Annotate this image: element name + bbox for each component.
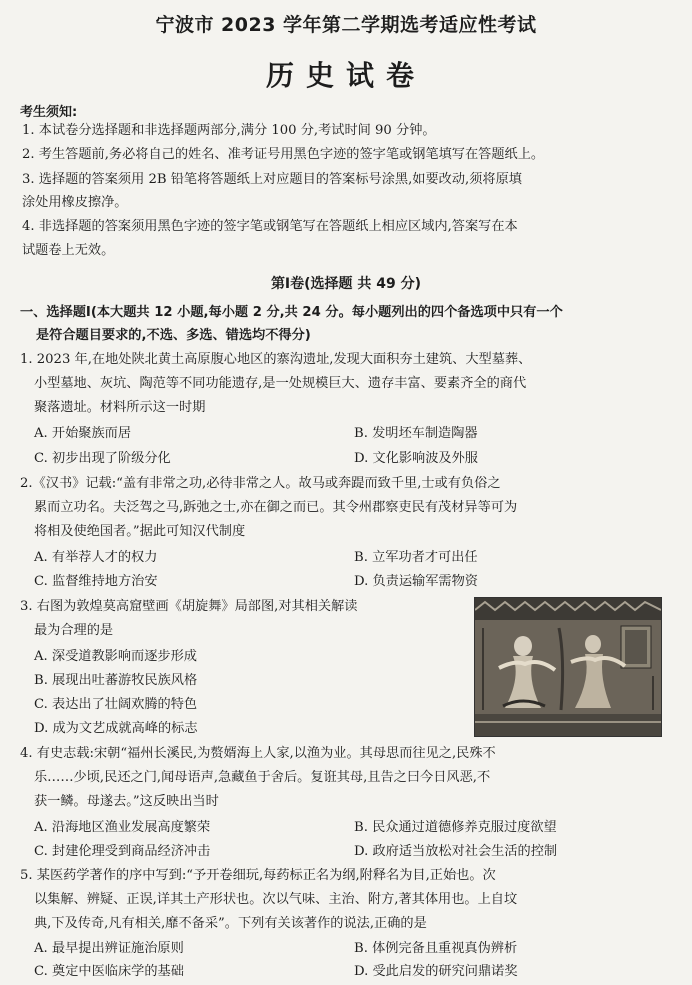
- question-line: 将相及使绝国者。”据此可知汉代制度: [34, 524, 246, 539]
- notice-item: 4. 非选择题的答案须用黑色字迹的签字笔或钢笔写在答题纸上相应区域内,答案写在本: [22, 219, 518, 234]
- question-line: 以集解、辨疑、正误,详其土产形状也。次以气味、主治、附方,著其体用也。上自坟: [34, 892, 518, 907]
- question-line: 最为合理的是: [34, 623, 114, 638]
- mural-image: [474, 597, 662, 737]
- option-c[interactable]: C. 监督维持地方治安: [34, 574, 158, 589]
- option-d[interactable]: D. 政府适当放松对社会生活的控制: [354, 844, 558, 859]
- question-line: 聚落遗址。材料所示这一时期: [34, 400, 206, 415]
- option-a[interactable]: A. 沿海地区渔业发展高度繁荣: [34, 820, 211, 835]
- subject-title: 历史试卷: [265, 59, 426, 92]
- option-a[interactable]: A. 深受道教影响而逐步形成: [34, 649, 197, 664]
- question-line: 2.《汉书》记载:“盖有非常之功,必待非常之人。故马或奔踶而致千里,士或有负俗之: [20, 476, 501, 491]
- part-desc-2: 是符合题目要求的,不选、多选、错选均不得分): [36, 328, 311, 343]
- notice-item: 涂处用橡皮擦净。: [22, 195, 128, 210]
- mural-drawing: [475, 598, 661, 736]
- option-a[interactable]: A. 最早提出辨证施治原则: [34, 941, 184, 956]
- question-line: 5. 某医药学著作的序中写到:“予开卷细玩,每药标正名为纲,附释名为目,正始也。次: [20, 868, 496, 883]
- part-label: 一、选择题Ⅰ: [20, 305, 91, 320]
- option-b[interactable]: B. 展现出吐蕃游牧民族风格: [34, 673, 198, 688]
- option-d[interactable]: D. 受此启发的研究问鼎诺奖: [354, 964, 518, 979]
- question-line: 小型墓地、灰坑、陶范等不同功能遗存,是一处规模巨大、遗存丰富、要素齐全的商代: [34, 376, 527, 391]
- notice-item: 2. 考生答题前,务必将自己的姓名、准考证号用黑色字迹的签字笔或钢笔填写在答题纸上。: [22, 147, 545, 162]
- option-a[interactable]: A. 有举荐人才的权力: [34, 550, 158, 565]
- part-header: [20, 303, 563, 323]
- option-c[interactable]: C. 初步出现了阶级分化: [34, 451, 171, 466]
- question-line: 获一鳞。母遂去。”这反映出当时: [34, 794, 219, 809]
- notice-item: 1. 本试卷分选择题和非选择题两部分,满分 100 分,考试时间 90 分钟。: [22, 123, 436, 138]
- notice-heading: 考生须知:: [20, 105, 78, 120]
- option-d[interactable]: D. 成为文艺成就高峰的标志: [34, 721, 198, 736]
- notice-item: 3. 选择题的答案须用 2B 铅笔将答题纸上对应题目的答案标号涂黑,如要改动,须将原填: [22, 172, 522, 187]
- option-b[interactable]: B. 民众通过道德修养克服过度欲望: [354, 820, 557, 835]
- option-d[interactable]: D. 文化影响波及外服: [354, 451, 478, 466]
- option-a[interactable]: A. 开始聚族而居: [34, 426, 132, 441]
- question-line: 乐……少顷,民还之门,闻母语声,急藏鱼于舍后。复诳其母,且告之曰今日风恶,不: [34, 770, 491, 785]
- question-line: 1. 2023 年,在地处陕北黄土高原腹心地区的寨沟遗址,发现大面积夯土建筑、大型墓葬、: [20, 352, 532, 367]
- question-line: 4. 有史志载:宋朝“福州长溪民,为赘婿海上人家,以渔为业。其母思而往见之,民殊不: [20, 746, 496, 761]
- section-title: 第Ⅰ卷(选择题 共 49 分): [270, 276, 422, 292]
- notice-item: 试题卷上无效。: [22, 243, 115, 258]
- question-line: 典,下及传奇,凡有相关,靡不备采”。下列有关该著作的说法,正确的是: [34, 916, 427, 931]
- option-c[interactable]: C. 表达出了壮阔欢腾的特色: [34, 697, 198, 712]
- exam-title: 宁波市 2023 学年第二学期选考适应性考试: [155, 14, 537, 36]
- option-b[interactable]: B. 发明坯车制造陶器: [354, 426, 478, 441]
- question-line: 3. 右图为敦煌莫高窟壁画《胡旋舞》局部图,对其相关解读: [20, 599, 358, 614]
- option-d[interactable]: D. 负责运输军需物资: [354, 574, 478, 589]
- option-b[interactable]: B. 立军功者才可出任: [354, 550, 478, 565]
- part-desc: (本大题共 12 小题,每小题 2 分,共 24 分。每小题列出的四个备选项中只有一个: [90, 305, 563, 320]
- question-line: 累而立功名。夫泛驾之马,跅弛之士,亦在御之而已。其令州郡察吏民有茂材异等可为: [34, 500, 518, 515]
- option-b[interactable]: B. 体例完备且重视真伪辨析: [354, 941, 518, 956]
- option-c[interactable]: C. 封建伦理受到商品经济冲击: [34, 844, 211, 859]
- option-c[interactable]: C. 奠定中医临床学的基础: [34, 964, 184, 979]
